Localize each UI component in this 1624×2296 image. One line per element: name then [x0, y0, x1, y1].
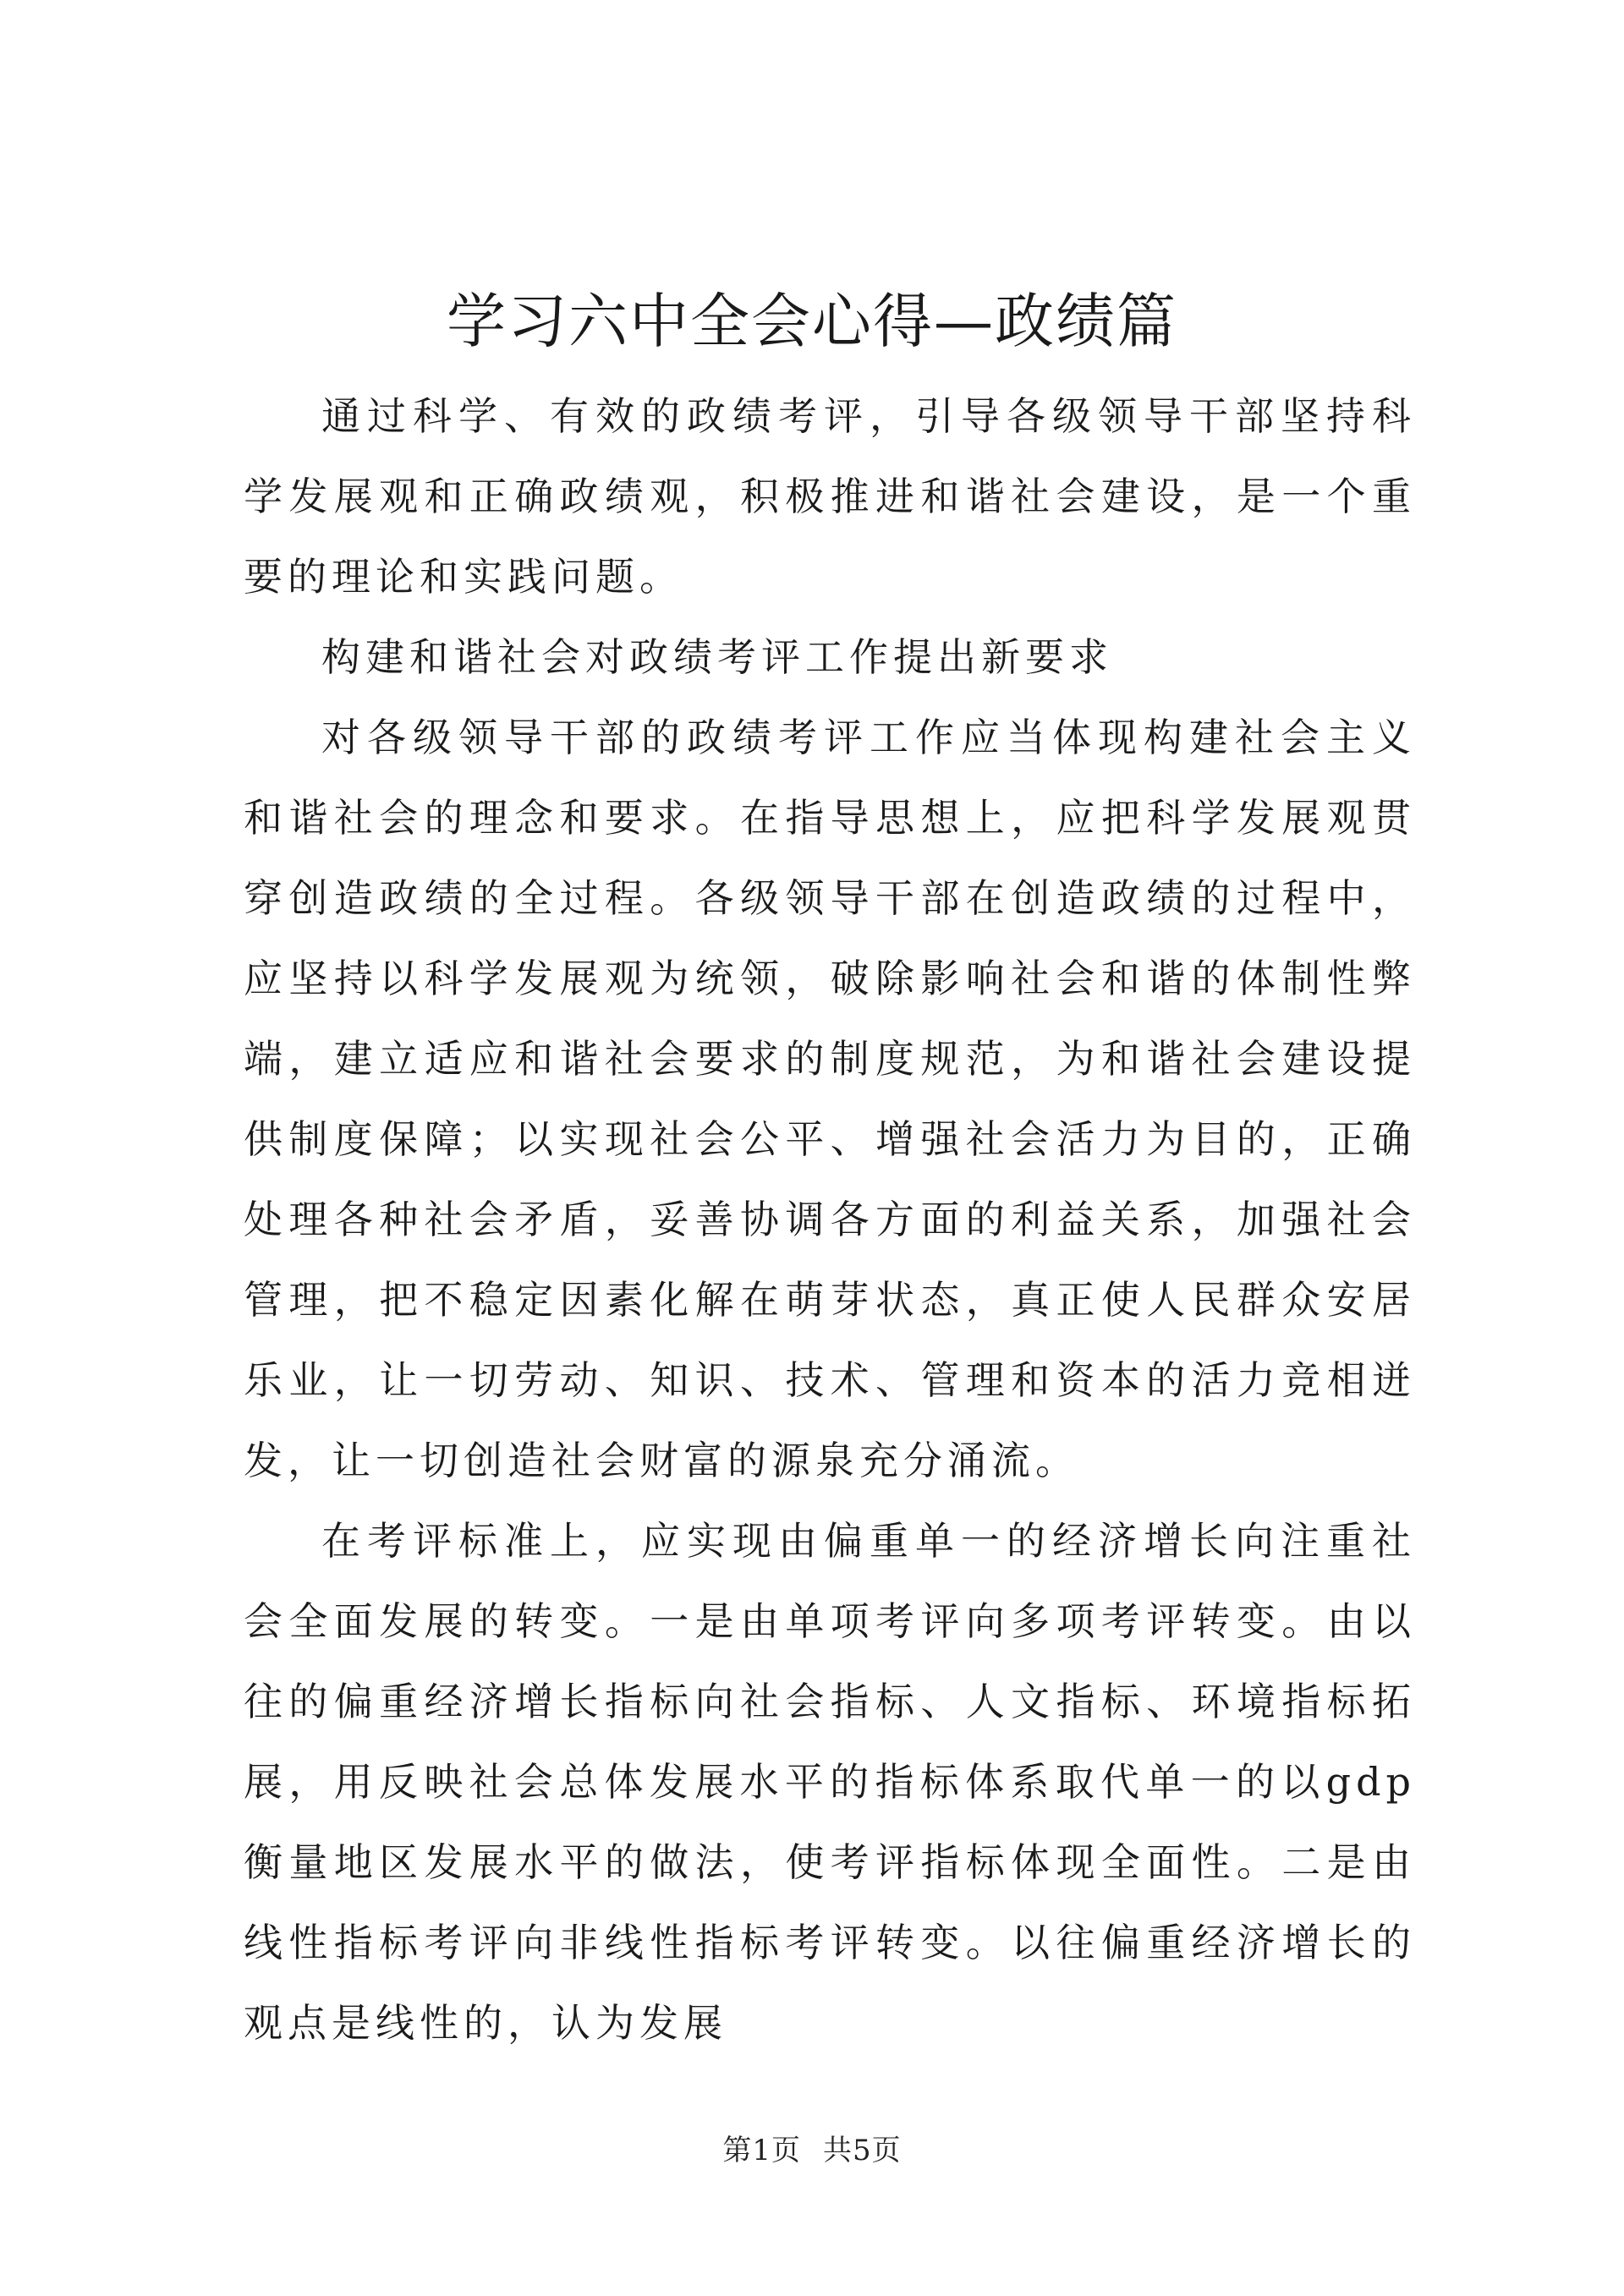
- paragraph-standards: 在考评标准上，应实现由偏重单一的经济增长向注重社会全面发展的转变。一是由单项考评向多项考评转变。由以往的偏重经济增长指标向社会指标、人文指标、环境指标拓展，用反映社会总体发展水平的指标体系取代单一的以gdp衡量地区发展水平的做法，使考评指标体现全面性。二是由线性指标考评向非线性指标考评转变。以往偏重经济增长的观点是线性的，认为发展: [244, 1518, 1416, 2046]
- document-body: [244, 376, 1416, 2063]
- paragraph-intro: 通过科学、有效的政绩考评，引导各级领导干部坚持科学发展观和正确政绩观，积极推进和谐社会建设，是一个重要的理论和实践问题。: [244, 393, 1416, 600]
- paragraph-requirements: 对各级领导干部的政绩考评工作应当体现构建社会主义和谐社会的理念和要求。在指导思想上，应把科学发展观贯穿创造政绩的全过程。各级领导干部在创造政绩的过程中，应坚持以科学发展观为统领，破除影响社会和谐的体制性弊端，建立适应和谐社会要求的制度规范，为和谐社会建设提供制度保障；以实现社会公平、增强社会活力为目的，正确处理各种社会矛盾，妥善协调各方面的利益关系，加强社会管理，把不稳定因素化解在萌芽状态，真正使人民群众安居乐业，让一切劳动、知识、技术、管理和资本的活力竞相迸发，让一切创造社会财富的源泉充分涌流。: [244, 715, 1416, 1483]
- page-number: 第1页: [722, 2134, 801, 2167]
- section-heading: 构建和谐社会对政绩考评工作提出新要求: [321, 634, 1113, 680]
- document-title: 学习六中全会心得—政绩篇: [447, 287, 1177, 356]
- page-footer: [0, 2129, 1624, 2172]
- page-total: 共5页: [823, 2134, 902, 2167]
